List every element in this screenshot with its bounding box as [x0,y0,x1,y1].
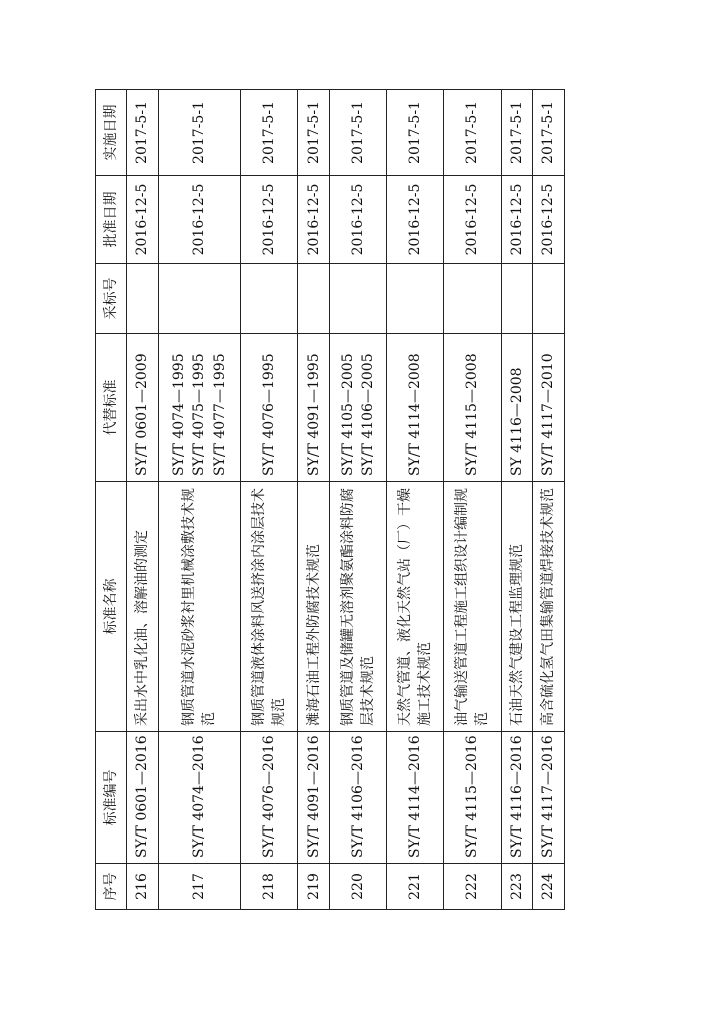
table-header-row [96,90,127,910]
cell-approved: 2016-12-5 [127,176,159,264]
header-approved: 批准日期 [96,176,127,264]
replaced-standard: SY/T 4077—1995 [211,353,228,476]
table-row [330,90,387,910]
cell-name: 高含硫化氢气田集输管道焊接技术规范 [533,482,565,732]
cell-code: SY/T 4074—2016 [158,732,241,864]
cell-effective: 2017-5-1 [387,90,444,176]
cell-code: SY/T 4106—2016 [330,732,387,864]
cell-approved: 2016-12-5 [330,176,387,264]
table-row [241,90,298,910]
table-row [501,90,533,910]
cell-name: 钢质管道液体涂料风送挤涂内涂层技术规范 [241,482,298,732]
cell-no: 220 [330,864,387,910]
cell-adopt [387,264,444,334]
cell-adopt [330,264,387,334]
cell-adopt [501,264,533,334]
cell-name: 采出水中乳化油、溶解油的测定 [127,482,159,732]
cell-name: 天然气管道、液化天然气站（厂）干燥施工技术规范 [387,482,444,732]
cell-no: 222 [444,864,501,910]
cell-approved: 2016-12-5 [241,176,298,264]
replaced-standard: SY/T 4117—2010 [540,353,557,476]
cell-approved: 2016-12-5 [298,176,330,264]
cell-no: 224 [533,864,565,910]
cell-replaces [241,334,298,482]
cell-replaces [158,334,241,482]
cell-effective: 2017-5-1 [127,90,159,176]
cell-code: SY/T 4115—2016 [444,732,501,864]
cell-replaces [501,334,533,482]
replaced-standard: SY/T 4091—1995 [305,353,322,476]
header-no: 序号 [96,864,127,910]
table-row [533,90,565,910]
cell-replaces [387,334,444,482]
cell-code: SY/T 4076—2016 [241,732,298,864]
replaced-standard: SY/T 4115—2008 [464,353,481,476]
table-row [127,90,159,910]
standards-table-rotated [95,90,565,910]
cell-adopt [444,264,501,334]
standards-table [95,89,565,910]
cell-adopt [158,264,241,334]
cell-replaces [330,334,387,482]
cell-adopt [298,264,330,334]
cell-approved: 2016-12-5 [387,176,444,264]
cell-name: 油气输送管道工程施工组织设计编制规范 [444,482,501,732]
cell-replaces [298,334,330,482]
cell-replaces [533,334,565,482]
cell-effective: 2017-5-1 [533,90,565,176]
cell-adopt [533,264,565,334]
cell-no: 221 [387,864,444,910]
replaced-standard: SY/T 4105—2005 [339,353,356,476]
replaced-standard: SY/T 4114—2008 [407,353,424,476]
header-name: 标准名称 [96,482,127,732]
cell-adopt [241,264,298,334]
header-replaces: 代替标准 [96,334,127,482]
cell-no: 219 [298,864,330,910]
cell-effective: 2017-5-1 [444,90,501,176]
replaced-standard: SY/T 4075—1995 [191,353,208,476]
replaced-standard: SY/T 0601—2009 [134,353,151,476]
cell-no: 218 [241,864,298,910]
cell-approved: 2016-12-5 [501,176,533,264]
cell-no: 217 [158,864,241,910]
cell-effective: 2017-5-1 [330,90,387,176]
cell-code: SY/T 4116—2016 [501,732,533,864]
cell-adopt [127,264,159,334]
replaced-standard: SY/T 4074—1995 [171,353,188,476]
header-code: 标准编号 [96,732,127,864]
cell-code: SY/T 0601—2016 [127,732,159,864]
cell-name: 石油天然气建设工程监理规范 [501,482,533,732]
cell-approved: 2016-12-5 [533,176,565,264]
header-effective: 实施日期 [96,90,127,176]
replaced-standard: SY 4116—2008 [508,367,525,476]
cell-effective: 2017-5-1 [298,90,330,176]
cell-name: 钢质管道及储罐无溶剂聚氨酯涂料防腐层技术规范 [330,482,387,732]
cell-replaces [127,334,159,482]
cell-no: 216 [127,864,159,910]
table-row [298,90,330,910]
cell-no: 223 [501,864,533,910]
cell-name: 滩海石油工程外防腐技术规范 [298,482,330,732]
cell-approved: 2016-12-5 [158,176,241,264]
cell-effective: 2017-5-1 [158,90,241,176]
cell-code: SY/T 4091—2016 [298,732,330,864]
cell-effective: 2017-5-1 [241,90,298,176]
replaced-standard: SY/T 4076—1995 [261,353,278,476]
cell-effective: 2017-5-1 [501,90,533,176]
replaced-standard: SY/T 4106—2005 [360,353,377,476]
cell-approved: 2016-12-5 [444,176,501,264]
cell-replaces [444,334,501,482]
table-row [444,90,501,910]
cell-name: 钢质管道水泥砂浆衬里机械涂敷技术规范 [158,482,241,732]
cell-code: SY/T 4117—2016 [533,732,565,864]
table-row [158,90,241,910]
header-adopt: 采标号 [96,264,127,334]
table-row [387,90,444,910]
cell-code: SY/T 4114—2016 [387,732,444,864]
